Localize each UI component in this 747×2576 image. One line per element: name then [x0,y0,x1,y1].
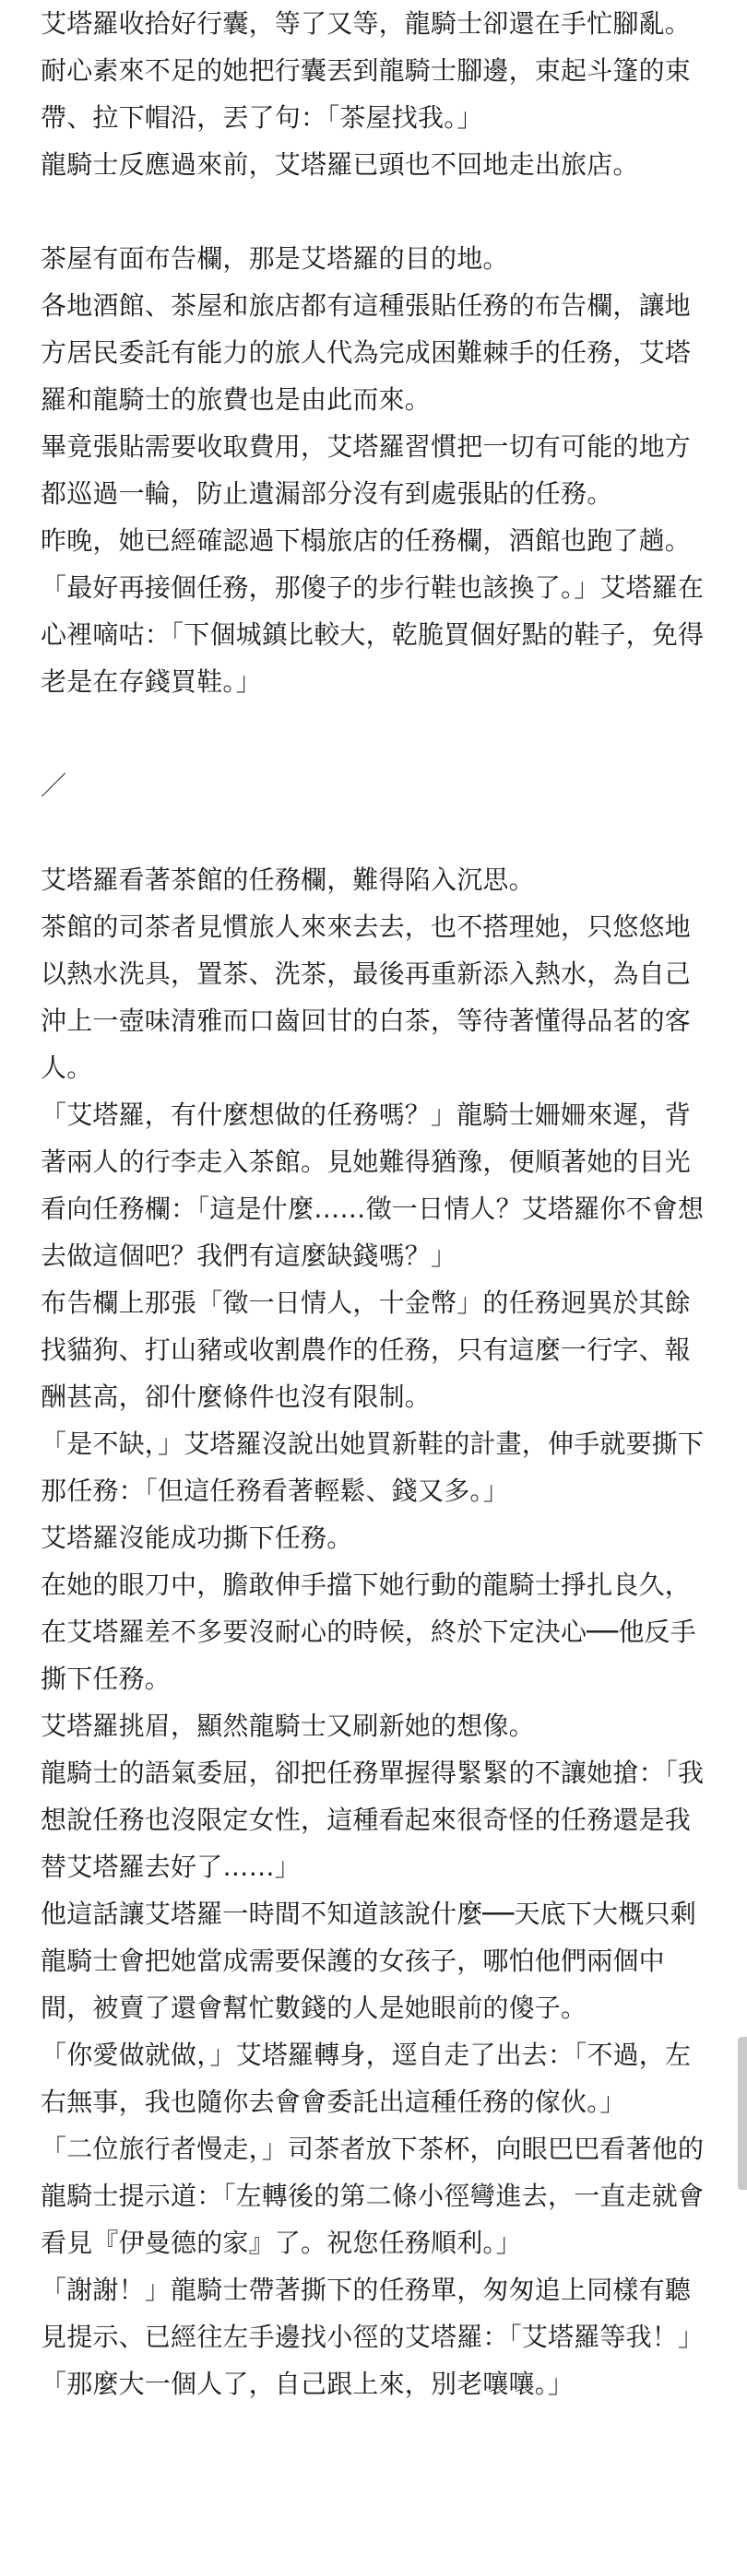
story-text [41,0,710,2407]
section-gap [41,705,710,762]
paragraph: 艾塔羅挑眉，顯然龍騎士又刷新她的想像。 [41,1711,535,1741]
paragraph: 「最好再接個任務，那傻子的步行鞋也該換了。」艾塔羅在心裡嘀咕：「下個城鎮比較大，乾脆買個好點的鞋子，免得老是在存錢買鞋。」 [41,572,705,697]
paragraph: 「謝謝！」龍騎士帶著撕下的任務單，匆匆追上同樣有聽見提示、已經往左手邊找小徑的艾塔羅：「艾塔羅等我！」 [41,2275,705,2352]
vertical-scrollbar[interactable] [738,2037,747,2190]
paragraph: 昨晚，她已經確認過下榻旅店的任務欄，酒館也跑了趟。 [41,525,692,556]
paragraph: 艾塔羅沒能成功撕下任務。 [41,1523,353,1553]
paragraph: 「是不缺，」艾塔羅沒說出她買新鞋的計畫，伸手就要撕下那任務：「但這任務看著輕鬆、錢又多。」 [41,1429,705,1506]
paragraph: 布告欄上那張「徵一日情人，十金幣」的任務迥異於其餘找貓狗、打山豬或收割農作的任務，只有這麼一行字、報酬甚高，卻什麼條件也沒有限制。 [41,1288,692,1412]
paragraph: 龍騎士反應過來前，艾塔羅已頭也不回地走出旅店。 [41,149,639,180]
paragraph: 各地酒館、茶屋和旅店都有這種張貼任務的布告欄，讓地方居民委託有能力的旅人代為完成困難棘手的任務，艾塔羅和龍騎士的旅費也是由此而來。 [41,290,692,415]
section-gap [41,809,710,856]
paragraph: 「二位旅行者慢走，」司茶者放下茶杯，向眼巴巴看著他的龍騎士提示道：「左轉後的第二條小徑彎進去，一直走就會看見『伊曼德的家』了。祝您任務順利。」 [41,2134,705,2258]
paragraph-gap [41,188,710,235]
paragraph: 畢竟張貼需要收取費用，艾塔羅習慣把一切有可能的地方都巡過一輪，防止遺漏部分沒有到處張貼的任務。 [41,431,692,509]
paragraph: 艾塔羅看著茶館的任務欄，難得陷入沉思。 [41,865,535,895]
paragraph: 在她的眼刀中，膽敢伸手擋下她行動的龍騎士掙扎良久，在艾塔羅差不多要沒耐心的時候，終於下定決心──他反手撕下任務。 [41,1570,696,1694]
paragraph: 「那麼大一個人了，自己跟上來，別老嚷嚷。」 [41,2369,575,2399]
paragraph: 茶館的司茶者見慣旅人來來去去，也不搭理她，只悠悠地以熱水洗具，置茶、洗茶，最後再重新添入熱水，為自己沖上一壺味清雅而口齒回甘的白茶，等待著懂得品茗的客人。 [41,912,692,1083]
section-divider: ／ [41,770,67,801]
paragraph: 茶屋有面布告欄，那是艾塔羅的目的地。 [41,243,509,274]
paragraph: 「艾塔羅，有什麼想做的任務嗎？」龍騎士姍姍來遲，背著兩人的行李走入茶館。見她難得猶豫，便順著她的目光看向任務欄：「這是什麼……徵一日情人？艾塔羅你不會想去做這個吧？我們有這麼缺錢嗎？」 [41,1100,705,1271]
paragraph: 龍騎士的語氣委屈，卻把任務單握得緊緊的不讓她搶：「我想說任務也沒限定女性，這種看起來很奇怪的任務還是我替艾塔羅去好了……」 [41,1758,705,1882]
paragraph: 「你愛做就做，」艾塔羅轉身，逕自走了出去：「不過，左右無事，我也隨你去會會委託出這種任務的傢伙。」 [41,2040,692,2117]
paragraph: 艾塔羅收拾好行囊，等了又等，龍騎士卻還在手忙腳亂。耐心素來不足的她把行囊丟到龍騎士腳邊，束起斗篷的束帶、拉下帽沿，丟了句：「茶屋找我。」 [41,8,692,133]
paragraph: 他這話讓艾塔羅一時間不知道該說什麼──天底下大概只剩龍騎士會把她當成需要保護的女孩子，哪怕他們兩個中間，被賣了還會幫忙數錢的人是她眼前的傻子。 [41,1899,696,2023]
